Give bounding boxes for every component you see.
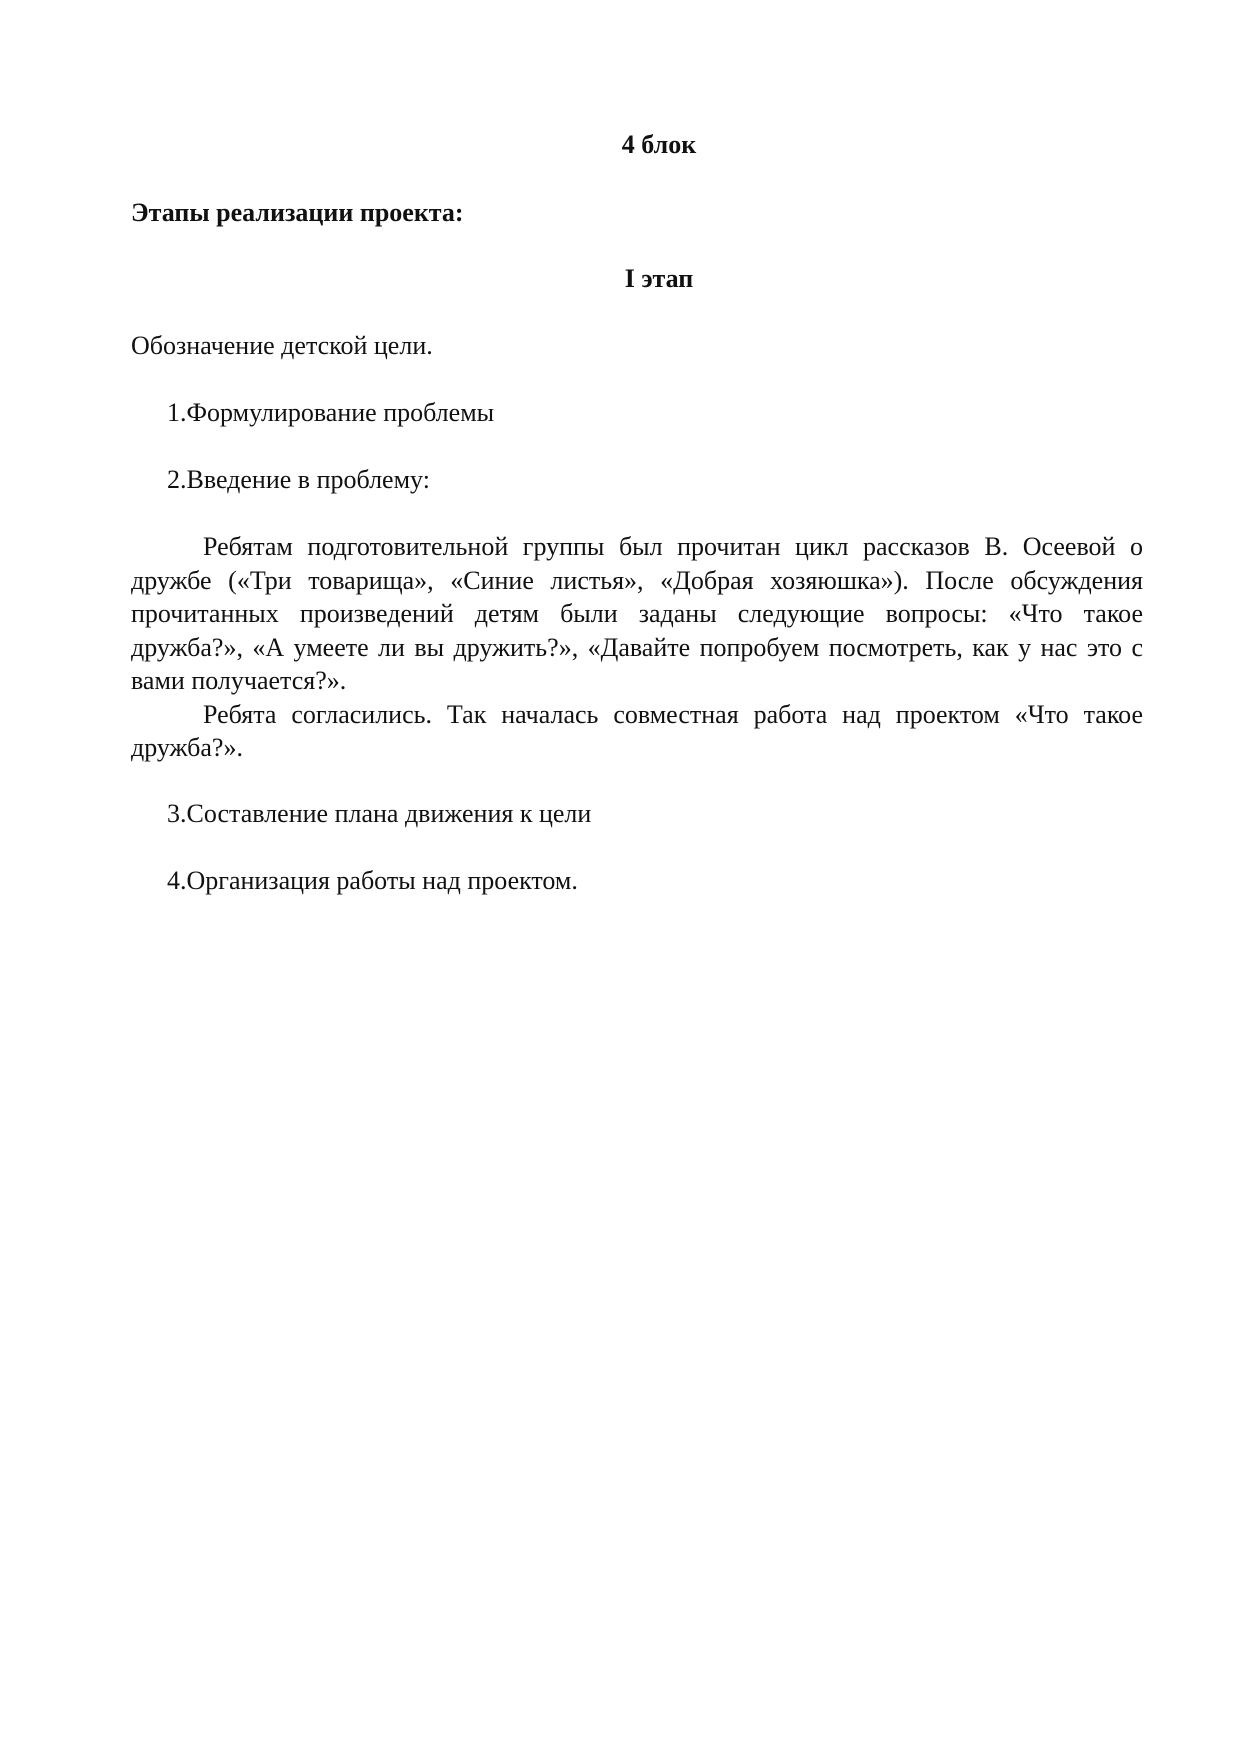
body-text <box>131 530 1143 765</box>
paragraph-agreement: Ребята согласились. Так началась совместная работа над проектом «Что такое дружба?». <box>131 699 1143 762</box>
list-item-plan: 3.Составление плана движения к цели <box>167 799 592 828</box>
paragraph-stories: Ребятам подготовительной группы был прочитан цикл рассказов В. Осеевой о дружбе («Три товарища», «Синие листья», «Добрая хозяюшка»). После обсуждения прочитанных произведений детям были заданы следующие вопросы: «Что такое дружба?», «А умеете ли вы дружить?», «Давайте попробуем посмотреть, как у нас это с вами получается?». <box>131 532 1143 695</box>
goal-line: Обозначение детской цели. <box>131 331 433 360</box>
list-item-problem-introduction: 2.Введение в проблему: <box>167 465 430 494</box>
list-item-problem-formulation: 1.Формулирование проблемы <box>167 398 495 427</box>
list-item-organization: 4.Организация работы над проектом. <box>167 866 578 895</box>
block-title: 4 блок <box>621 130 697 159</box>
section-title: Этапы реализации проекта: <box>131 198 464 227</box>
stage-title: I этап <box>624 264 694 293</box>
